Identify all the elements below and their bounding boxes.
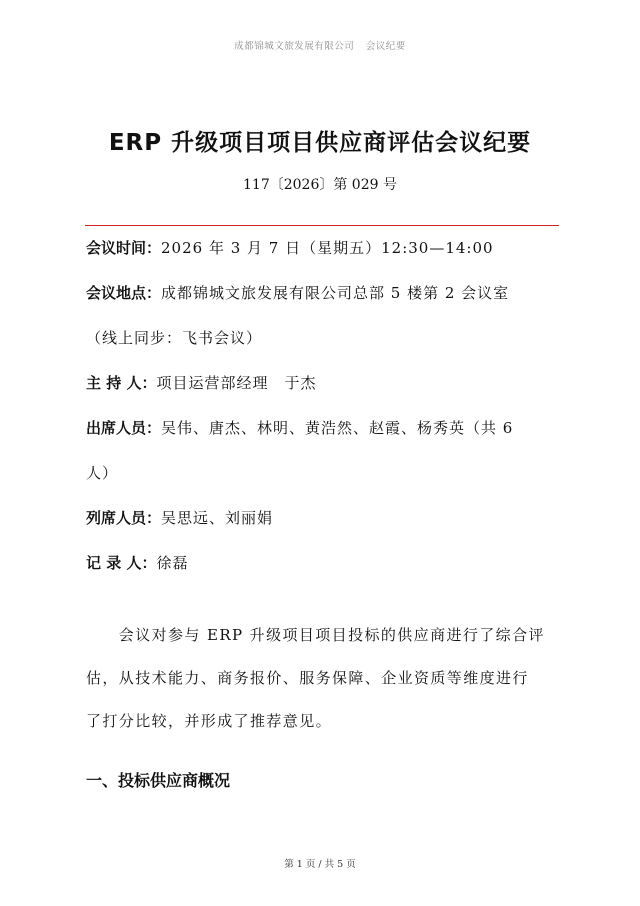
meeting-recorder — [86, 553, 188, 573]
document-title: ERP 升级项目项目供应商评估会议纪要 — [108, 130, 532, 156]
meeting-attendees-label: 出席人员： — [86, 419, 162, 437]
meeting-location-continuation: （线上同步：飞书会议） — [86, 329, 263, 347]
meeting-host-label: 主 持 人： — [86, 374, 157, 392]
document-number: 117〔2026〕第 029 号 — [243, 177, 397, 193]
meeting-attendees-value: 吴伟、唐杰、林明、黄浩然、赵霞、杨秀英（共 6 — [161, 419, 514, 437]
meeting-observers — [86, 508, 273, 528]
meeting-observers-label: 列席人员： — [86, 509, 162, 527]
meeting-time-label: 会议时间： — [86, 239, 162, 257]
red-divider — [85, 225, 559, 226]
meeting-recorder-value: 徐磊 — [156, 554, 189, 572]
meeting-location — [86, 283, 509, 303]
meeting-host — [86, 373, 316, 393]
meeting-observers-value: 吴思远、刘丽娟 — [161, 509, 274, 527]
meeting-recorder-label: 记 录 人： — [86, 554, 157, 572]
header-doc-type: 会议纪要 — [365, 41, 406, 52]
section-heading: 一、投标供应商概况 — [86, 771, 231, 790]
header-company: 成都锦城文旅发展有限公司 — [234, 41, 355, 52]
page-footer: 第 1 页 / 共 5 页 — [284, 859, 356, 870]
meeting-time — [86, 238, 494, 258]
meeting-location-value: 成都锦城文旅发展有限公司总部 5 楼第 2 会议室 — [161, 284, 510, 302]
body-paragraph-line-1: 会议对参与 ERP 升级项目项目投标的供应商进行了综合评 — [86, 626, 545, 644]
meeting-host-value: 项目运营部经理 于杰 — [156, 374, 317, 392]
meeting-attendees-continuation: 人） — [86, 464, 119, 482]
meeting-location-label: 会议地点： — [86, 284, 162, 302]
meeting-attendees — [86, 418, 513, 438]
body-paragraph-line-2: 估，从技术能力、商务报价、服务保障、企业资质等维度进行 — [86, 669, 529, 687]
page-header — [0, 38, 640, 52]
body-paragraph-line-3: 了打分比较，并形成了推荐意见。 — [86, 712, 333, 730]
meeting-time-value: 2026 年 3 月 7 日（星期五）12:30—14:00 — [161, 239, 494, 257]
